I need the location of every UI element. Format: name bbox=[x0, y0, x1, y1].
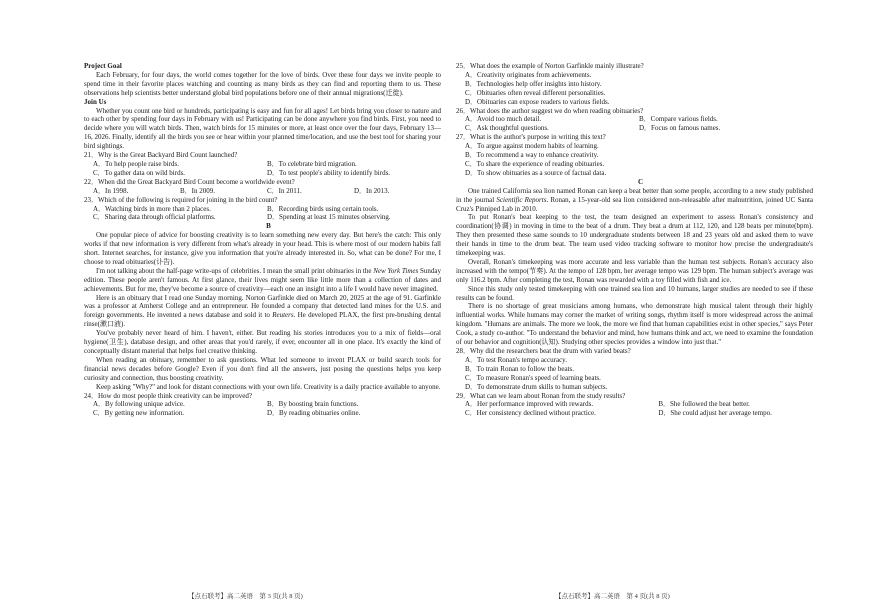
option: B．She followed the beat better. bbox=[658, 400, 750, 409]
question-23-options bbox=[84, 205, 441, 223]
paragraph-c1 bbox=[456, 187, 813, 214]
footer-page-4: 【点石联考】高二英语 第 4 页(共 8 页) bbox=[555, 593, 670, 600]
heading-section-c: C bbox=[637, 177, 644, 186]
footer-page-3: 【点石联考】高二英语 第 3 页(共 8 页) bbox=[188, 593, 303, 600]
option: A．To argue against modern habits of learning. bbox=[465, 142, 599, 151]
question-26: 26．What does the author suggest we do when reading obituaries? bbox=[456, 106, 644, 115]
question-24-options bbox=[84, 400, 441, 418]
question-27-options bbox=[456, 142, 813, 178]
text: Sunday edition. These people aren't famous. At first glance, their lives might seem like little more than a collection of dates and achievements. But for me, they've become a source of creativity—each one an insight into a life I would have never imagined. bbox=[84, 266, 441, 293]
paragraph-c4: Since this study only tested timekeeping with one trained sea lion and 10 humans, larger studies are needed to see if these results can be found. bbox=[456, 284, 813, 302]
text: . He developed PLAX, the first pre-brushing dental rinse(漱口液). bbox=[84, 311, 441, 329]
option: B．Technologies help offer insights into history. bbox=[465, 79, 602, 88]
option: A．To test Ronan's tempo accuracy. bbox=[465, 355, 567, 364]
option: C．Obituaries often reveal different personalities. bbox=[465, 88, 606, 97]
option: C．To gather data on wild birds. bbox=[93, 168, 186, 177]
option: D．Obituaries can expose readers to various fields. bbox=[465, 97, 610, 106]
option: A．Creativity originates from achievements. bbox=[465, 70, 592, 79]
paragraph-b1: One popular piece of advice for boosting creativity is to learn something new every day. But here's the catch: This only works if that new information is very different from what's already in your head. This is where most of our modern habits fall short. Internet searches, for instance, give you information that you're already interested in. So, what can be done? For me, I choose to read obituaries(讣告). bbox=[84, 231, 441, 266]
option: C．Ask thoughtful questions. bbox=[465, 124, 549, 133]
left-column bbox=[84, 62, 441, 418]
option: D．To show obituaries as a source of factual data. bbox=[465, 168, 607, 177]
option: D．Spending at least 15 minutes observing. bbox=[267, 213, 391, 222]
option: B．To train Ronan to follow the beats. bbox=[465, 364, 574, 373]
paragraph-c5: There is no shortage of great musicians among humans, who demonstrate high musical talent through their highly influential works. While humans may corner the market of writing songs, rhythm itself is more widespread across the animal kingdom. "Humans are animals. The more we look, the more we find that human capabilities exist in other species," says Peter Cook, a study co-author. "To understand the behavior and mind, how humans think and act, we need to examine the foundation of our behavior and cognition(认知). Studying other species provides a window into just that." bbox=[456, 302, 813, 347]
heading-project-goal: Project Goal bbox=[84, 62, 122, 70]
question-25: 25．What does the example of Norton Garfinkle mainly illustrate? bbox=[456, 62, 644, 70]
paragraph-c3: Overall, Ronan's timekeeping was more accurate and less variable than the human test subjects. Ronan's accuracy also increased with the tempo(节奏). At the tempo of 128 bpm, her average tempo was 129 bpm. The human subject's average was only 116.2 bpm. After completing the test, Ronan was rewarded with a toy filled with fish and ice. bbox=[456, 257, 813, 284]
option: C．To share the experience of reading obituaries. bbox=[465, 159, 605, 168]
question-24: 24．How do most people think creativity can be improved? bbox=[84, 391, 252, 400]
publication-name: Reuters bbox=[272, 311, 294, 320]
question-26-options bbox=[456, 115, 813, 133]
option: B．To celebrate bird migration. bbox=[267, 159, 357, 168]
question-22: 22．When did the Great Backyard Bird Count become a worldwide event? bbox=[84, 177, 295, 186]
paragraph-b2 bbox=[84, 267, 441, 294]
question-29-options bbox=[456, 400, 813, 418]
paragraph-b3 bbox=[84, 294, 441, 330]
paragraph-b5: When reading an obituary, remember to ask questions. What led someone to invent PLAX or build search tools for financial news decades before Google? Even if you don't find all the answers, just posing the questions helps you keep curiosity and connection, thus boosting creativity. bbox=[84, 355, 441, 382]
heading-join-us: Join Us bbox=[84, 97, 107, 106]
option: C．To measure Ronan's speed of learning beats. bbox=[465, 373, 601, 382]
question-21-options bbox=[84, 160, 441, 178]
option: A．Avoid too much detail. bbox=[465, 115, 542, 124]
option: B．Recording birds using certain tools. bbox=[267, 204, 379, 213]
option: D．In 2013. bbox=[354, 186, 390, 195]
option: A．In 1998. bbox=[93, 186, 129, 195]
question-22-options bbox=[84, 187, 441, 196]
paragraph-b6: Keep asking "Why?" and look for distant connections with your own life. Creativity is a daily practice available to anyone. bbox=[96, 382, 441, 391]
option: B．Compare various fields. bbox=[639, 115, 718, 124]
paragraph-join: Whether you count one bird or hundreds, participating is easy and fun for all ages! Let birds bring you closer to nature and to each other by spending four days in February with us! Participating can be done anywhere you find birds. First, you need to decide where you will watch birds. Then, watch birds for 15 minutes or more, at least once over the four days, February 13—16, 2026. Finally, identify all the birds you see or hear within your planned time/location, and use the best tool for sharing your bird sightings. bbox=[84, 106, 441, 151]
option: D．To test people's ability to identify birds. bbox=[267, 168, 391, 177]
option: D．She could adjust her average tempo. bbox=[658, 409, 772, 418]
option: A．By following unique advice. bbox=[93, 400, 185, 409]
option: C．By getting new information. bbox=[93, 409, 184, 418]
text: One trained California sea lion named Ronan can keep a beat better than some people, according to a new study published in the journal bbox=[456, 186, 813, 204]
text: . Ronan, a 15-year-old sea lion considered non-releasable after malnutrition, joined UC Santa Cruz's Pinniped Lab in 2010. bbox=[456, 195, 813, 213]
text: Here is an obituary that I read one Sunday morning. Norton Garfinkle died on March 20, 2025 at the age of 91. Garfinkle was a professor at Amherst College and an entrepreneur. He founded a company that detected land mines for the U.S. and foreign governments. He invented a news database and sold it to bbox=[84, 293, 441, 320]
option: B．In 2009. bbox=[180, 186, 215, 195]
question-23: 23．Which of the following is required for joining in the bird count? bbox=[84, 195, 278, 204]
option: C．Sharing data through official platforms. bbox=[93, 213, 216, 222]
heading-section-b: B bbox=[266, 222, 271, 231]
right-column bbox=[456, 62, 813, 418]
question-25-options bbox=[456, 71, 813, 107]
journal-name: Scientific Reports bbox=[496, 195, 547, 204]
question-28-options bbox=[456, 356, 813, 392]
option: B．To recommend a way to enhance creativity. bbox=[465, 151, 599, 160]
option: A．Her performance improved with rewards. bbox=[465, 400, 594, 409]
paragraph-c2: To put Ronan's beat keeping to the test, the team designed an experiment to assess Ronan's consistency and coordination(协调) in moving in time to the beat of a drum. They beat a drum at 112, 120, and 128 beats per minute(bpm). They then presented these same sounds to 10 undergraduate students between 18 and 23 years old and asked them to wave their hands in time to the drum beat. The team used video tracking software to monitor how precise the undergraduate's timekeeping was. bbox=[456, 213, 813, 258]
paragraph-goal: Each February, for four days, the world comes together for the love of birds. Over these four days we invite people to spend time in their favorite places watching and counting as many birds as they can find and reporting them to us. These observations help scientists better understand global bird populations before one of their annual migrations(迁徙). bbox=[84, 70, 441, 97]
paragraph-b4: You've probably never heard of him. I haven't, either. But reading his stories introduces you to a mix of fields—oral hygiene(卫生), database design, and other areas that you'd rarely, if ever, encounter all in one place. It's exactly the kind of conceptually distant material that helps fuel creative thinking. bbox=[84, 329, 441, 355]
text: I'm not talking about the half-page write-ups of celebrities. I mean the small print obituaries in the bbox=[96, 266, 374, 275]
question-27: 27．What is the author's purpose in writing this text? bbox=[456, 133, 606, 142]
option: D．Focus on famous names. bbox=[639, 124, 721, 133]
question-28: 28．Why did the researchers beat the drum with varied beats? bbox=[456, 347, 631, 355]
publication-name: New York Times bbox=[373, 266, 419, 275]
option: A．To help people raise birds. bbox=[93, 159, 180, 168]
option: C．Her consistency declined without practice. bbox=[465, 409, 596, 418]
question-21: 21．Why is the Great Backyard Bird Count launched? bbox=[84, 151, 238, 160]
option: A．Watching birds in more than 2 places. bbox=[93, 204, 211, 213]
option: D．To demonstrate drum skills to human subjects. bbox=[465, 382, 608, 391]
question-29: 29．What can we learn about Ronan from the study results? bbox=[456, 391, 626, 400]
option: D．By reading obituaries online. bbox=[267, 409, 361, 418]
option: B．By boosting brain functions. bbox=[267, 400, 359, 409]
option: C．In 2011. bbox=[267, 186, 302, 195]
